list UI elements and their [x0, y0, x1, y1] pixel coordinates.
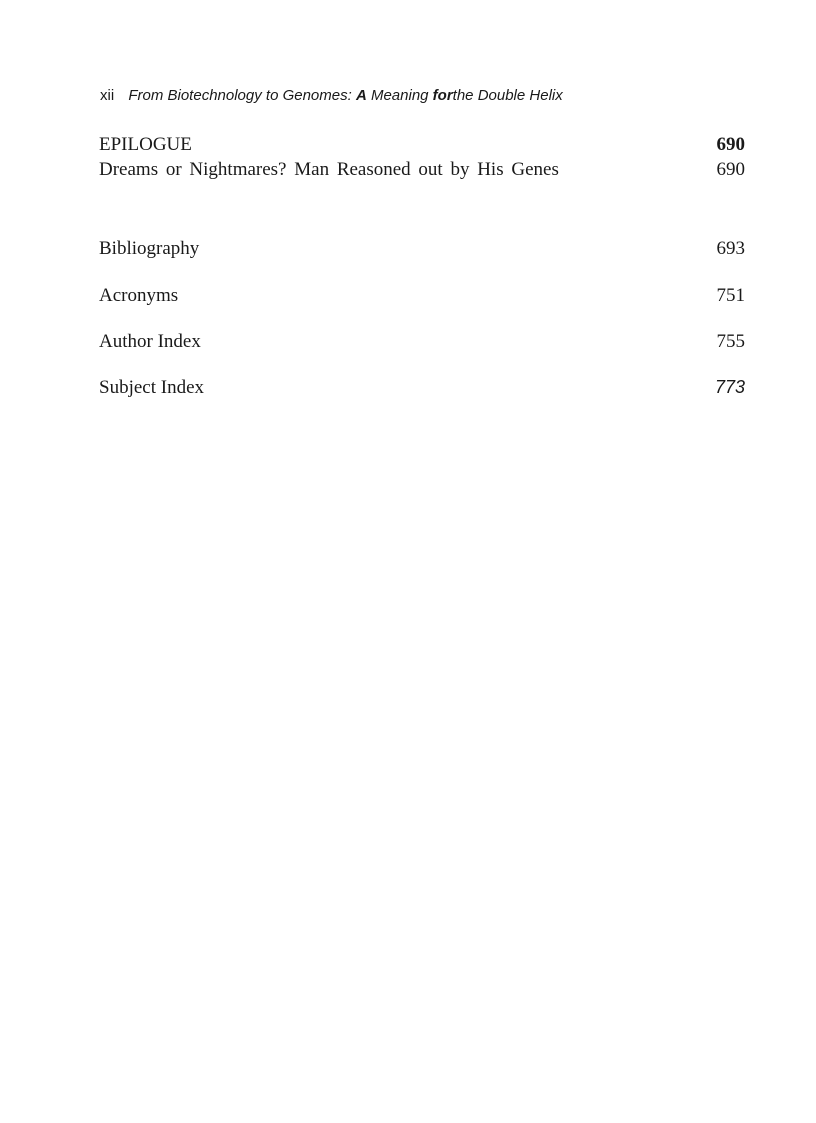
- toc-entry-label: Subject Index: [99, 377, 205, 398]
- page-number: xii: [100, 87, 115, 104]
- toc-entry-acronyms: [99, 285, 745, 307]
- running-head: [100, 87, 563, 104]
- toc-entry-dreams-or-nightmares: [99, 159, 745, 181]
- book-title: From Biotechnology to Genomes: A Meaning forthe Double Helix: [128, 87, 563, 104]
- toc-entry-label: EPILOGUE: [99, 134, 192, 155]
- toc-entry-label: Author Index: [99, 331, 201, 352]
- toc-entry-page: 690: [716, 159, 745, 180]
- toc-entry-label: Dreams or Nightmares? Man Reasoned out by His Genes: [99, 159, 559, 180]
- toc-entry-epilogue: [99, 134, 745, 156]
- toc-entry-page: 751: [716, 285, 745, 306]
- toc-entry-label: Acronyms: [99, 285, 179, 306]
- toc-entry-bibliography: [99, 238, 745, 260]
- toc-entry-label: Bibliography: [99, 238, 200, 259]
- toc-entry-author-index: [99, 331, 745, 353]
- toc-entry-page: 773: [714, 377, 745, 397]
- toc-entry-subject-index: [99, 377, 745, 399]
- toc-entry-page: 755: [716, 331, 745, 352]
- toc-entry-page: 690: [716, 134, 745, 155]
- toc-entry-page: 693: [716, 238, 745, 259]
